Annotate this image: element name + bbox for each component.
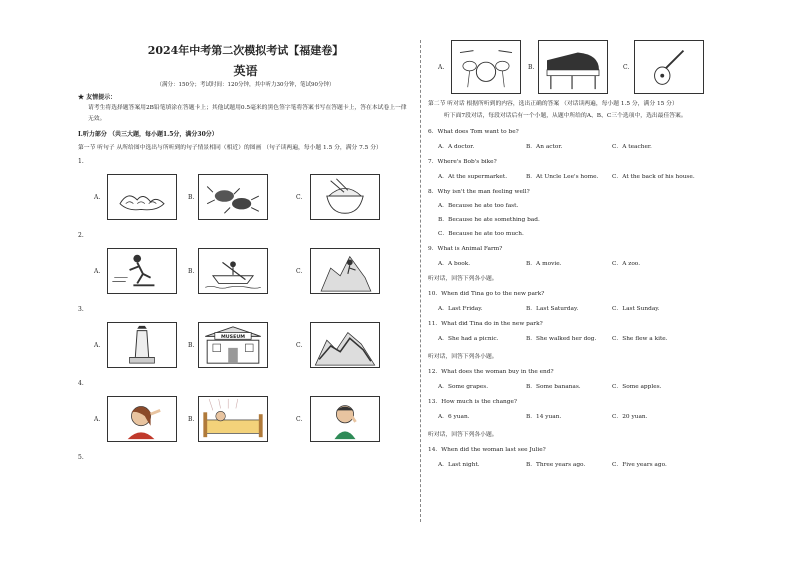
answer-options: [428, 333, 728, 343]
dialogue-hint: 听对话，回答下列各小题。: [428, 276, 498, 282]
answer-options: [428, 141, 728, 151]
answer-option-b[interactable]: B．At Uncle Lee's home.: [526, 174, 599, 180]
answer-options: [428, 171, 728, 181]
answer-option-c[interactable]: C．A teacher.: [612, 144, 652, 150]
answer-options: [428, 411, 728, 421]
answer-option-b[interactable]: B．An actor.: [526, 144, 563, 150]
picture-rice-bowl[interactable]: [310, 174, 380, 220]
answer-options: [428, 258, 728, 268]
answer-option-b[interactable]: B．Three years ago.: [526, 462, 586, 468]
option-label-b: B.: [188, 416, 195, 423]
answer-option-c[interactable]: C．Last Sunday.: [612, 306, 660, 312]
picture-options-row: [78, 392, 413, 450]
question-number: 3.: [78, 306, 84, 313]
picture-drums[interactable]: [451, 40, 521, 94]
picture-headache-woman[interactable]: [107, 396, 177, 442]
option-label-a: A.: [94, 342, 101, 349]
answer-option-c[interactable]: C．Five years ago.: [612, 462, 667, 468]
question-number: 2.: [78, 232, 84, 239]
answer-option-c[interactable]: C．At the back of his house.: [612, 174, 695, 180]
question-text: 14．When did the woman last see Julie?: [428, 447, 546, 453]
question-text: 8．Why isn't the man feeling well?: [428, 189, 530, 195]
option-label-c: C.: [296, 194, 303, 201]
answer-option-a[interactable]: A．A doctor.: [438, 144, 475, 150]
picture-dumplings[interactable]: [107, 174, 177, 220]
answer-option-c[interactable]: C．A zoo.: [612, 261, 641, 267]
left-column: [78, 42, 413, 464]
option-label-a: A.: [94, 268, 101, 275]
option-label-a: A.: [94, 194, 101, 201]
picture-skateboarding[interactable]: [107, 248, 177, 294]
question-text: 13．How much is the change?: [428, 399, 518, 405]
answer-option-c[interactable]: C．She flew a kite.: [612, 336, 668, 342]
option-label-b: B.: [188, 268, 195, 275]
answer-option-a[interactable]: A．6 yuan.: [438, 414, 470, 420]
answer-options: [428, 303, 728, 313]
right-column: [428, 40, 728, 469]
answer-option-a[interactable]: A．A book.: [438, 261, 471, 267]
picture-monument[interactable]: [107, 322, 177, 368]
option-label-b: B.: [188, 342, 195, 349]
question-text: 9．What is Animal Farm?: [428, 246, 503, 252]
section2-sub: 听下面7段对话，每段对话后有一个小题，从题中所给的A、B、C三个选项中，选出最佳答案。: [444, 113, 687, 119]
section2-intro: 第二节 听对话 根据所听到的内容，选出正确的答案 （对话读两遍，每小题 1.5 分，满分 15 分）: [428, 101, 678, 107]
answer-option-a[interactable]: A．She had a picnic.: [438, 336, 499, 342]
question-text: 6．What does Tom want to be?: [428, 129, 519, 135]
notes-body: 请考生将选择题答案用2B铅笔填涂在答题卡上；其他试题用0.5毫米的黑色签字笔将答案书写在答题卡上，答在本试卷上一律无效。: [88, 105, 407, 122]
answer-option-a[interactable]: A．At the supermarket.: [438, 174, 508, 180]
answer-options: [428, 381, 728, 391]
option-label-c: C.: [296, 342, 303, 349]
picture-guitar[interactable]: [634, 40, 704, 94]
question-text: 7．Where's Bob's bike?: [428, 159, 497, 165]
picture-crabs[interactable]: [198, 174, 268, 220]
dialogue-hint: 听对话，回答下列各小题。: [428, 432, 498, 438]
picture-museum[interactable]: [198, 322, 268, 368]
picture-options-row: [78, 244, 413, 302]
exam-subject: 英语: [233, 64, 258, 78]
option-label-b: B.: [528, 64, 535, 71]
section1-intro: 第一节 听句子 从所给图中选出与所听到的句子情景相同（相近）的图画 （句子读两遍，每小题 1.5 分，满分 7.5 分）: [78, 145, 382, 151]
answer-option-b[interactable]: B．A movie.: [526, 261, 562, 267]
answer-option-c[interactable]: C．20 yuan.: [612, 414, 648, 420]
answer-option-b[interactable]: B．Because he ate something bad.: [438, 217, 540, 223]
question-number: 4.: [78, 380, 84, 387]
option-label-b: B.: [188, 194, 195, 201]
picture-options-row: [78, 318, 413, 376]
option-label-a: A.: [438, 64, 445, 71]
option-label-a: A.: [94, 416, 101, 423]
option-label-c: C.: [296, 268, 303, 275]
picture-sick-in-bed[interactable]: [198, 396, 268, 442]
answer-option-c[interactable]: C．Some apples.: [612, 384, 662, 390]
answer-option-b[interactable]: B．14 yuan.: [526, 414, 562, 420]
question-text: 12．What does the woman buy in the end?: [428, 369, 554, 375]
picture-options-row: [78, 170, 413, 228]
answer-option-b[interactable]: B．Last Saturday.: [526, 306, 579, 312]
picture-great-wall[interactable]: [310, 322, 380, 368]
answer-options: [428, 459, 728, 469]
option-label-c: C.: [623, 64, 630, 71]
column-divider: [420, 40, 421, 522]
answer-option-a[interactable]: A．Because he ate too fast.: [438, 203, 519, 209]
question-text: 11．What did Tina do in the new park?: [428, 321, 543, 327]
answer-option-a[interactable]: A．Some grapes.: [438, 384, 489, 390]
answer-option-a[interactable]: A．Last night.: [438, 462, 480, 468]
option-label-c: C.: [296, 416, 303, 423]
answer-option-b[interactable]: B．She walked her dog.: [526, 336, 597, 342]
picture-climbing[interactable]: [310, 248, 380, 294]
notes-heading: ★ 友情提示：: [78, 94, 117, 101]
question-text: 10．When did Tina go to the new park?: [428, 291, 545, 297]
picture-rowing-boat[interactable]: [198, 248, 268, 294]
picture-options-row: [428, 40, 728, 95]
picture-piano[interactable]: [538, 40, 608, 94]
exam-meta: （满分：150分；考试时间：120分钟，其中听力30分钟，笔试90分钟）: [156, 82, 335, 88]
answer-option-a[interactable]: A．Last Friday.: [438, 306, 483, 312]
dialogue-hint: 听对话，回答下列各小题。: [428, 354, 498, 360]
answer-option-b[interactable]: B．Some bananas.: [526, 384, 581, 390]
picture-toothache-man[interactable]: [310, 396, 380, 442]
exam-title: 2024年中考第二次模拟考试【福建卷】: [147, 44, 344, 57]
question-number: 5.: [78, 454, 84, 461]
question-number: 1.: [78, 158, 84, 165]
answer-option-c[interactable]: C．Because he ate too much.: [438, 231, 524, 237]
listening-part-title: I.听力部分 （共三大题，每小题1.5分，满分30分）: [78, 131, 218, 138]
museum-sign: MUSEUM: [221, 334, 245, 340]
